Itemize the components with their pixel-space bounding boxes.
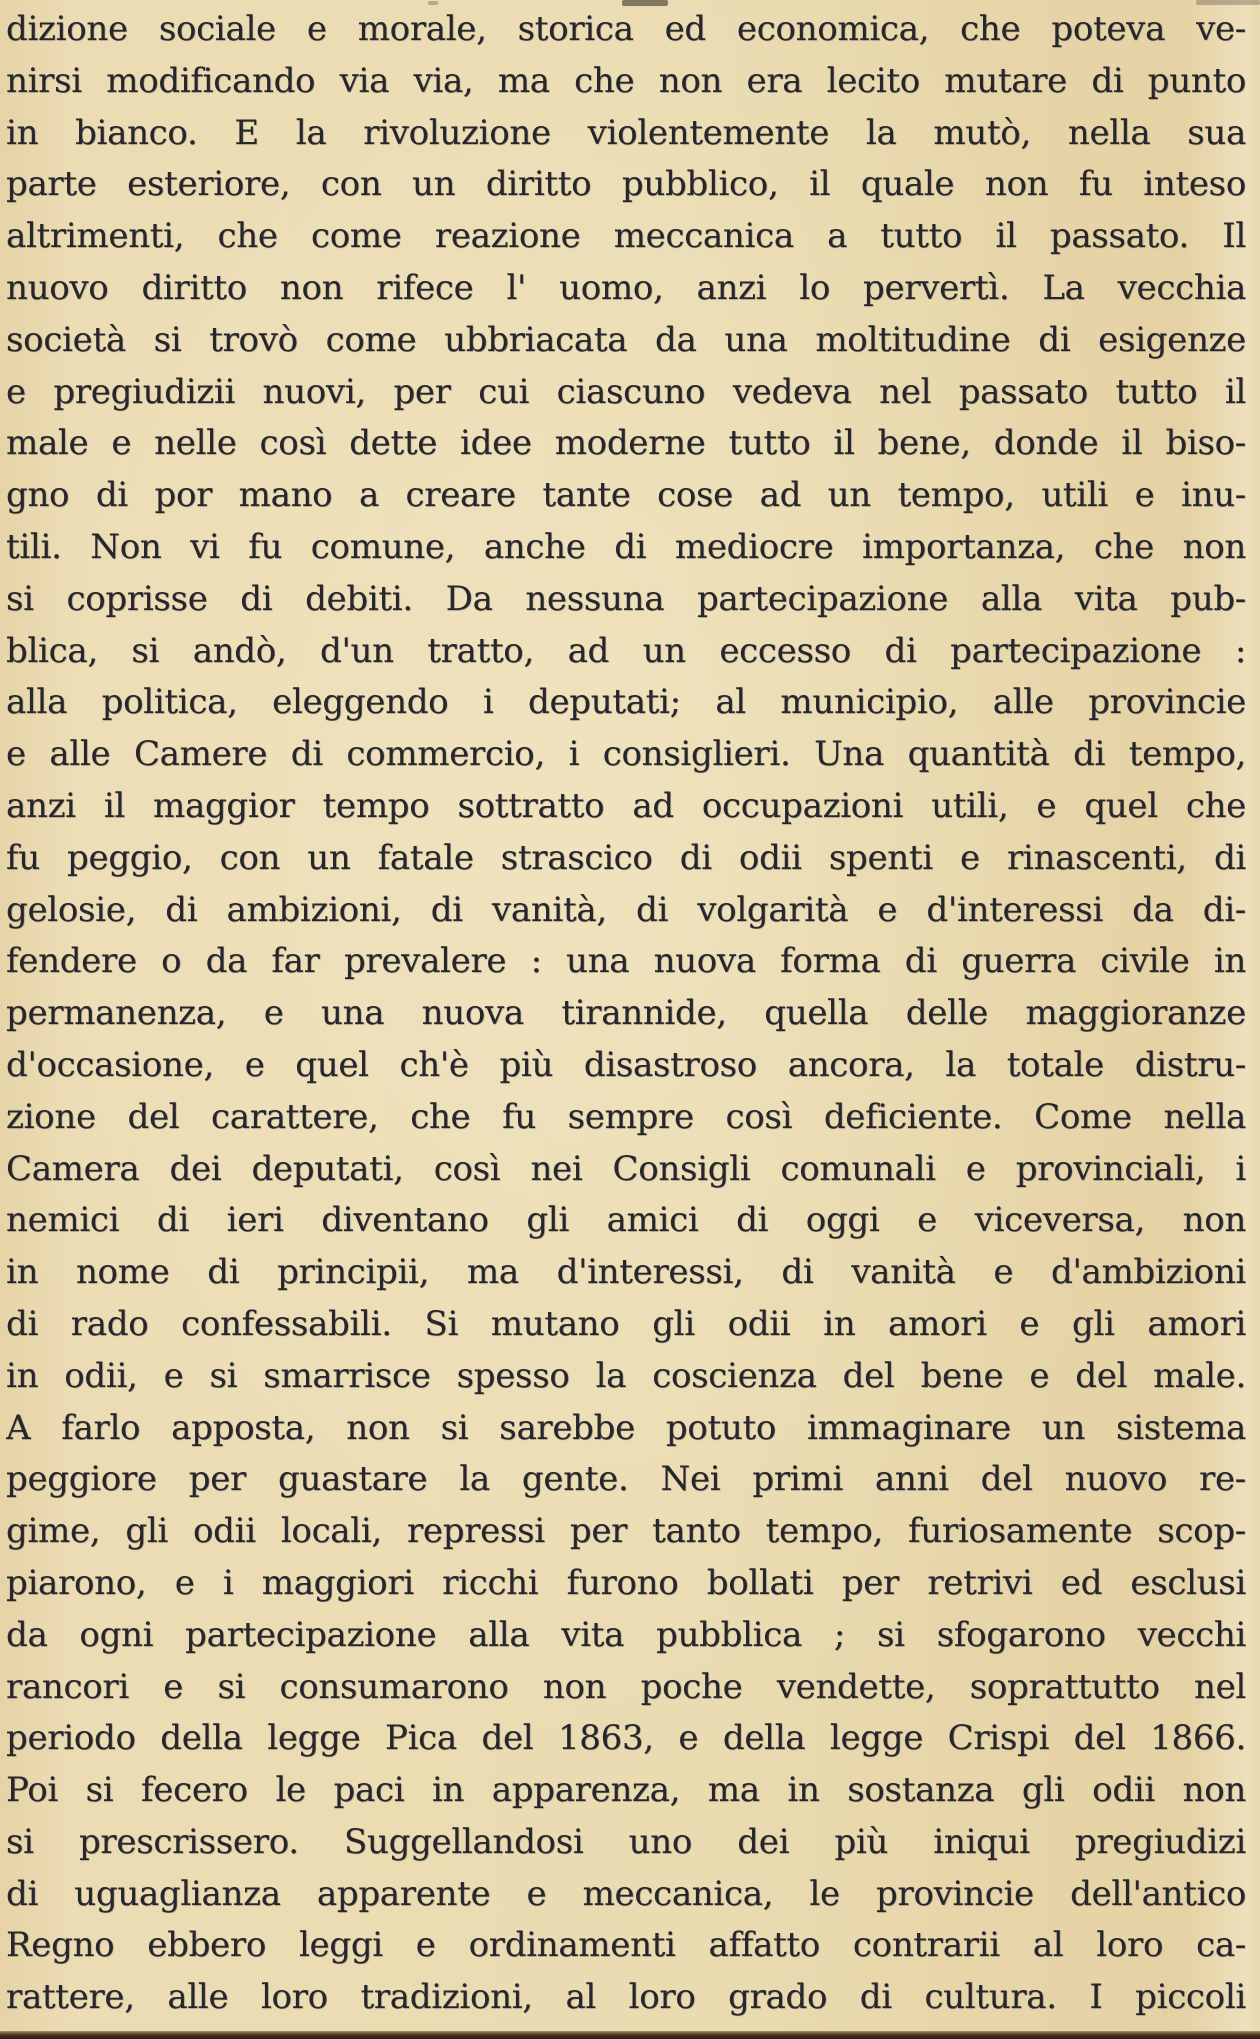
- text-line: blica, si andò, d'un tratto, ad un eccesso di partecipazione :: [6, 630, 1246, 671]
- text-line: fu peggio, con un fatale strascico di odii spenti e rinascenti, di: [6, 837, 1246, 878]
- text-line: parte esteriore, con un diritto pubblico, il quale non fu inteso: [6, 164, 1246, 205]
- page-bottom-edge-shadow: [0, 2031, 1260, 2039]
- text-line: Regno ebbero leggi e ordinamenti affatto contrarii al loro ca-: [6, 1925, 1246, 1966]
- text-line: zione del carattere, che fu sempre così deficiente. Come nella: [6, 1096, 1246, 1137]
- text-line: nemici di ieri diventano gli amici di oggi e viceversa, non: [6, 1200, 1246, 1241]
- page-text-block: [6, 4, 1246, 2024]
- text-line: anzi il maggior tempo sottratto ad occupazioni utili, e quel che: [6, 785, 1246, 826]
- text-line: si coprisse di debiti. Da nessuna partecipazione alla vita pub-: [6, 578, 1246, 619]
- text-line: fendere o da far prevalere : una nuova forma di guerra civile in: [6, 941, 1246, 982]
- text-line: permanenza, e una nuova tirannide, quella delle maggioranze: [6, 993, 1246, 1034]
- text-line: tili. Non vi fu comune, anche di mediocre importanza, che non: [6, 526, 1246, 567]
- text-line: e pregiudizii nuovi, per cui ciascuno vedeva nel passato tutto il: [6, 371, 1246, 412]
- text-line: altrimenti, che come reazione meccanica a tutto il passato. Il: [6, 216, 1246, 257]
- text-line: e alle Camere di commercio, i consiglieri. Una quantità di tempo,: [6, 734, 1246, 775]
- text-line: società si trovò come ubbriacata da una moltitudine di esigenze: [6, 319, 1246, 360]
- text-line: piarono, e i maggiori ricchi furono bollati per retrivi ed esclusi: [6, 1562, 1246, 1603]
- text-line: da ogni partecipazione alla vita pubblica ; si sfogarono vecchi: [6, 1614, 1246, 1655]
- text-line: d'occasione, e quel ch'è più disastroso ancora, la totale distru-: [6, 1044, 1246, 1085]
- text-line: di uguaglianza apparente e meccanica, le provincie dell'antico: [6, 1873, 1246, 1914]
- text-line: male e nelle così dette idee moderne tutto il bene, donde il biso-: [6, 423, 1246, 464]
- text-line: gime, gli odii locali, repressi per tanto tempo, furiosamente scop-: [6, 1511, 1246, 1552]
- text-line: nirsi modificando via via, ma che non era lecito mutare di punto: [6, 60, 1246, 101]
- text-line: gelosie, di ambizioni, di vanità, di volgarità e d'interessi da di-: [6, 889, 1246, 930]
- text-line: in nome di principii, ma d'interessi, di vanità e d'ambizioni: [6, 1252, 1246, 1293]
- text-line: rancori e si consumarono non poche vendette, soprattutto nel: [6, 1666, 1246, 1707]
- text-line: rattere, alle loro tradizioni, al loro grado di cultura. I piccoli: [6, 1977, 1246, 2018]
- text-line: in bianco. E la rivoluzione violentemente la mutò, nella sua: [6, 112, 1246, 153]
- text-line: nuovo diritto non rifece l' uomo, anzi lo pervertì. La vecchia: [6, 267, 1246, 308]
- text-line: alla politica, eleggendo i deputati; al municipio, alle provincie: [6, 682, 1246, 723]
- text-line: Camera dei deputati, così nei Consigli comunali e provinciali, i: [6, 1148, 1246, 1189]
- text-line: in odii, e si smarrisce spesso la coscienza del bene e del male.: [6, 1355, 1246, 1396]
- text-line: si prescrissero. Suggellandosi uno dei più iniqui pregiudizi: [6, 1821, 1246, 1862]
- text-line: Poi si fecero le paci in apparenza, ma in sostanza gli odii non: [6, 1770, 1246, 1811]
- text-line: peggiore per guastare la gente. Nei primi anni del nuovo re-: [6, 1459, 1246, 1500]
- text-line: di rado confessabili. Si mutano gli odii in amori e gli amori: [6, 1303, 1246, 1344]
- text-line: A farlo apposta, non si sarebbe potuto immaginare un sistema: [6, 1407, 1246, 1448]
- text-line: gno di por mano a creare tante cose ad un tempo, utili e inu-: [6, 475, 1246, 516]
- text-line: periodo della legge Pica del 1863, e della legge Crispi del 1866.: [6, 1718, 1246, 1759]
- text-line: dizione sociale e morale, storica ed economica, che poteva ve-: [6, 9, 1246, 49]
